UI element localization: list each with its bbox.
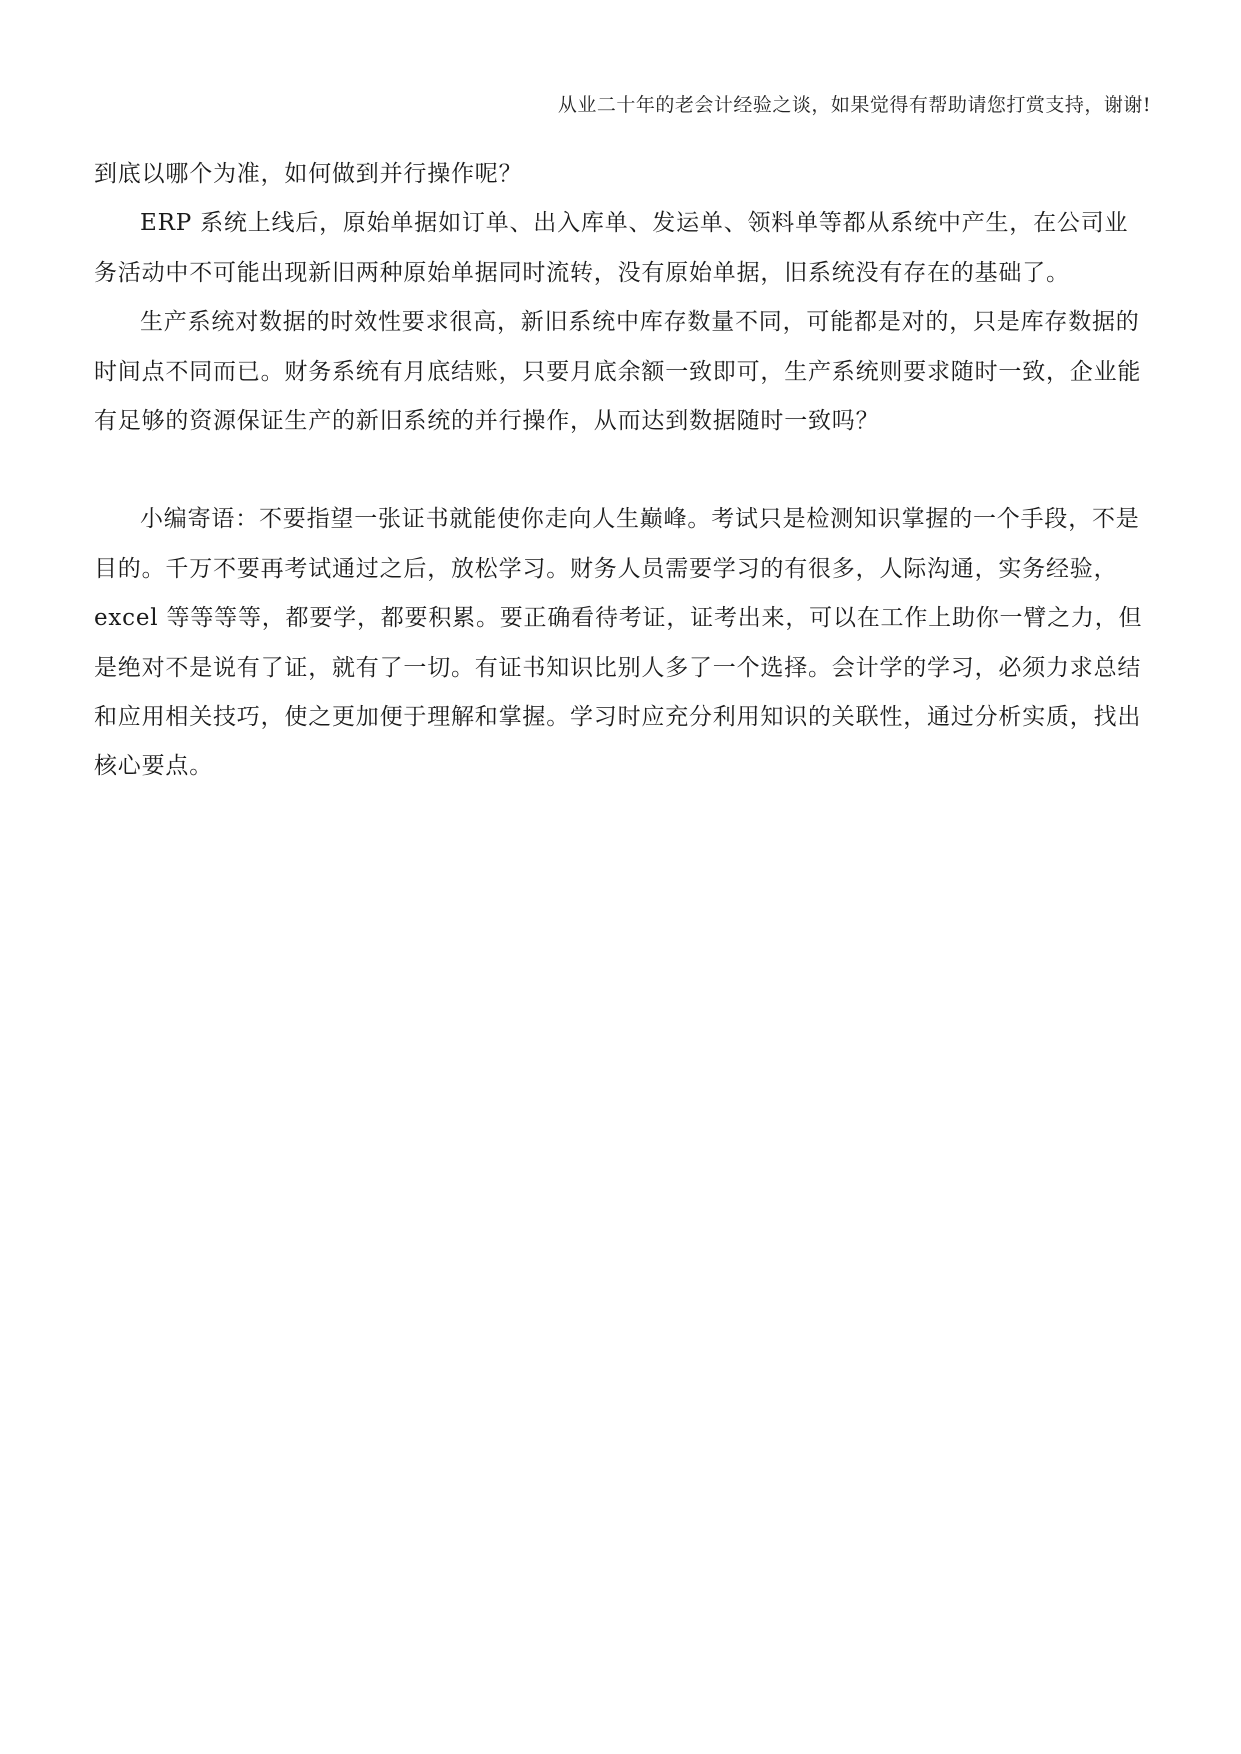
paragraph-spacer <box>94 446 1149 495</box>
paragraph-2: ERP 系统上线后，原始单据如订单、出入库单、发运单、领料单等都从系统中产生，在公司业务活动中不可能出现新旧两种原始单据同时流转，没有原始单据，旧系统没有存在的基础了。 <box>94 210 1129 286</box>
document-body <box>94 150 1149 792</box>
paragraph-4: 小编寄语：不要指望一张证书就能使你走向人生巅峰。考试只是检测知识掌握的一个手段，不是目的。千万不要再考试通过之后，放松学习。财务人员需要学习的有很多，人际沟通，实务经验，excel 等等等等，都要学，都要积累。要正确看待考证，证考出来，可以在工作上助你一臂之力，但是绝对不是说有了证，就有了一切。有证书知识比别人多了一个选择。会计学的学习，必须力求总结和应用相关技巧，使之更加便于理解和掌握。学习时应充分利用知识的关联性，通过分析实质，找出核心要点。 <box>94 506 1143 780</box>
header-note: 从业二十年的老会计经验之谈，如果觉得有帮助请您打赏支持，谢谢! <box>557 94 1151 116</box>
paragraph-1: 到底以哪个为准，如何做到并行操作呢？ <box>94 161 523 187</box>
paragraph-3: 生产系统对数据的时效性要求很高，新旧系统中库存数量不同，可能都是对的，只是库存数据的时间点不同而已。财务系统有月底结账，只要月底余额一致即可，生产系统则要求随时一致，企业能有足够的资源保证生产的新旧系统的并行操作，从而达到数据随时一致吗？ <box>94 309 1142 435</box>
